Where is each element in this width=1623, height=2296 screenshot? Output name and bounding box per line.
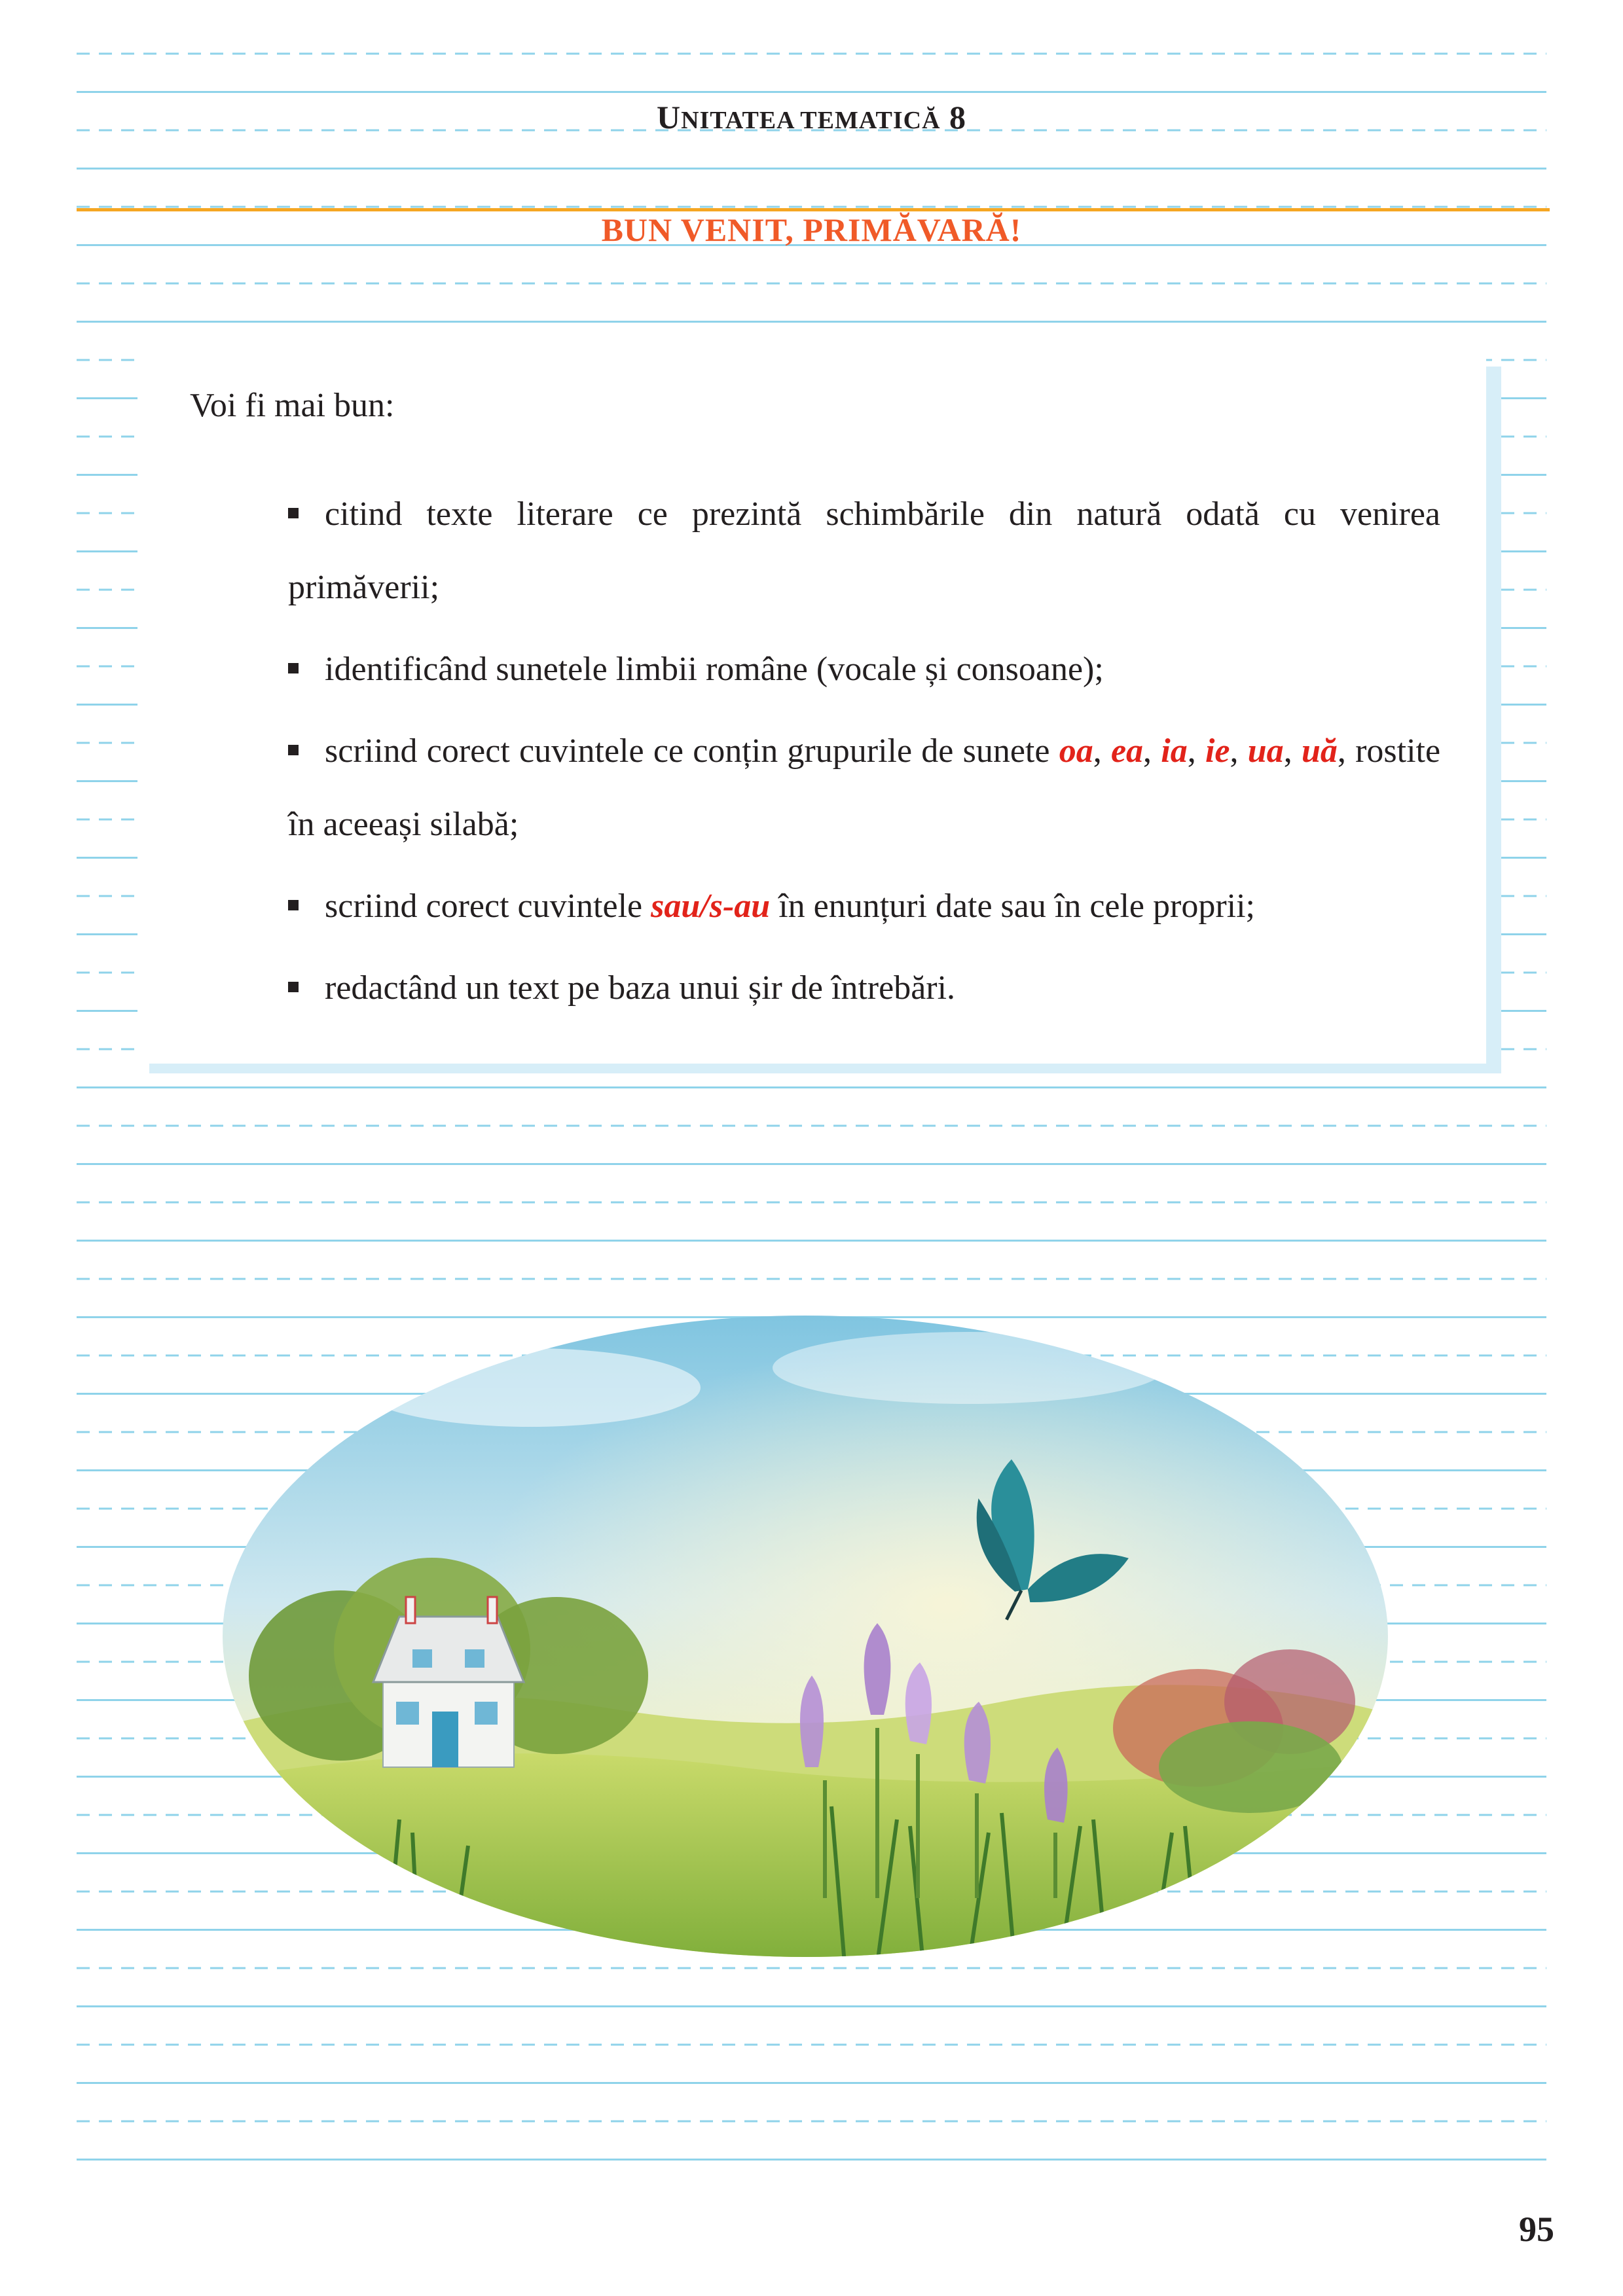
separator: , [1187,732,1205,770]
square-bullet-icon [288,745,299,755]
separator: , [1093,732,1111,770]
unit-number: 8 [949,99,967,135]
separator: , [1283,732,1302,770]
unit-header [0,98,1623,136]
unit-label-initial: U [656,99,682,135]
sound-group: ia [1161,732,1188,770]
square-bullet-icon [288,900,299,910]
sound-group: oa [1059,732,1093,770]
objectives-list [288,478,1440,1033]
objective-text: redactând un text pe baza unui șir de întrebări. [325,969,956,1007]
unit-title: BUN VENIT, PRIMĂVARĂ! [601,211,1022,248]
sound-group: uă [1301,732,1338,770]
sound-group: ea [1110,732,1144,770]
objective-text: scriind corect cuvintele ce conțin grupurile de sunete [325,732,1059,770]
objective-item [288,952,1440,1025]
objectives-intro: Voi fi mai bun: [190,387,395,424]
separator: , [1230,732,1248,770]
sound-group: ie [1205,732,1230,770]
separator: , [1143,732,1161,770]
sound-group: ua [1247,732,1284,770]
objective-text-end: , rostite în aceeași silabă; [288,732,1441,843]
objective-text: scriind corect cuvintele [325,888,651,925]
spring-landscape-illustration [216,1309,1395,1964]
objective-item [288,715,1440,861]
square-bullet-icon [288,508,299,518]
unit-label-rest: NITATEA TEMATICĂ [681,107,941,134]
square-bullet-icon [288,663,299,673]
page-number: 95 [1519,2210,1554,2249]
objective-text: citind texte literare ce prezintă schimbările din natură odată cu venirea primăverii; [288,495,1440,606]
highlight-word: sau/s-au [651,888,771,925]
objective-item [288,633,1440,706]
objective-text: identificând sunetele limbii române (vocale și consoane); [325,651,1104,688]
square-bullet-icon [288,982,299,992]
objective-text-end: în enunțuri date sau în cele proprii; [770,888,1255,925]
objective-item [288,870,1440,943]
objective-item [288,478,1440,624]
